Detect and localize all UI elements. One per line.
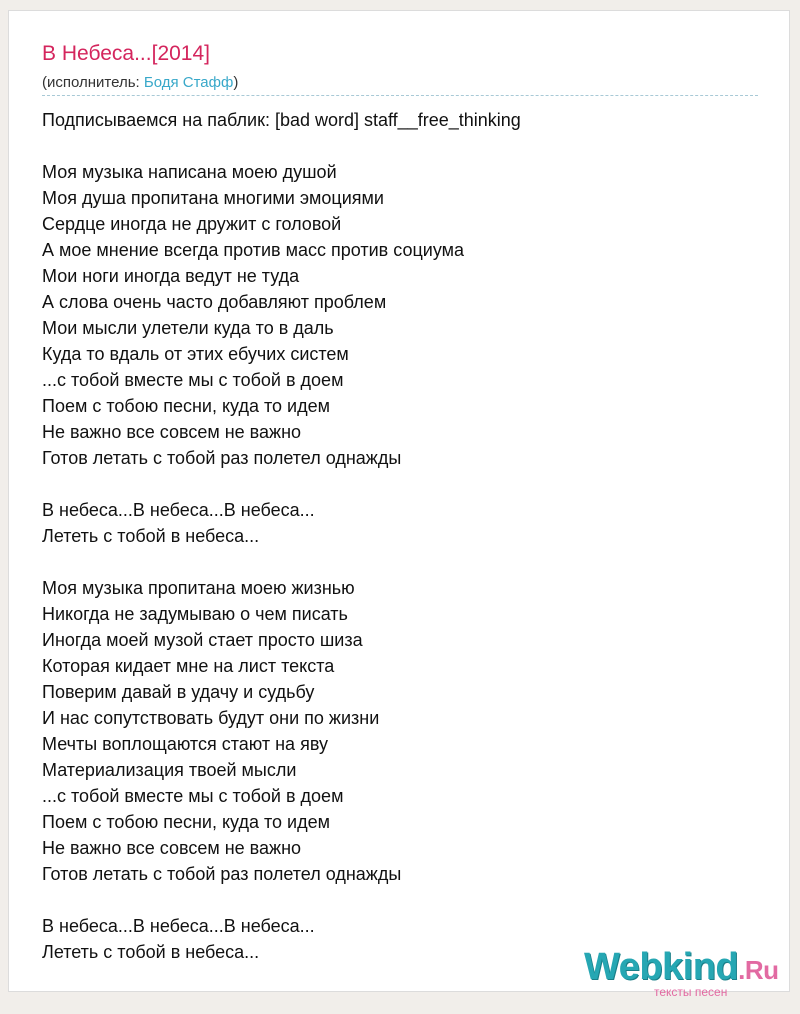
logo-tld: .Ru bbox=[738, 955, 779, 985]
artist-prefix: (исполнитель: bbox=[42, 74, 144, 91]
webkind-logo[interactable] bbox=[584, 945, 784, 1001]
logo-tagline: тексты песен bbox=[654, 985, 728, 999]
song-title: В Небеса...[2014] bbox=[42, 42, 210, 65]
header-divider bbox=[42, 95, 758, 96]
artist-suffix: ) bbox=[233, 74, 239, 91]
logo-main-text: Webkind bbox=[584, 946, 739, 988]
artist-link[interactable]: Бодя Стафф bbox=[143, 74, 234, 91]
lyrics-text: Подписываемся на паблик: [bad word] staff__free_thinking Моя музыка написана моею душой Моя душа пропитана многими эмоциями Сердце иногда не дружит с головой А мое мнение всегда против масс против социума Мои ноги иногда ведут не туда А слова очень часто добавляют проблем Мои мысли улетели куда то в даль Куда то вдаль от этих ебучих систем ...с тобой вместе мы с тобой в доем Поем с тобою песни, куда то идем Не важно все совсем не важно Готов летать с тобой раз полетел однажды В небеса...В небеса...В небеса... Лететь с тобой в небеса... Моя музыка пропитана моею жизнью Никогда не задумываю о чем писать Иногда моей музой стает просто шиза Которая кидает мне на лист текста Поверим давай в удачу и судьбу И нас сопутствовать будут они по жизни Мечты воплощаются стают на яву Материализация твоей мысли ...с тобой вместе мы с тобой в доем Поем с тобою песни, куда то идем Не важно все совсем не важно Готов летать с тобой раз полетел однажды В небеса...В небеса...В небеса... Лететь с тобой в небеса... bbox=[42, 110, 521, 962]
artist-line bbox=[42, 73, 238, 93]
lyrics-page bbox=[8, 10, 790, 999]
